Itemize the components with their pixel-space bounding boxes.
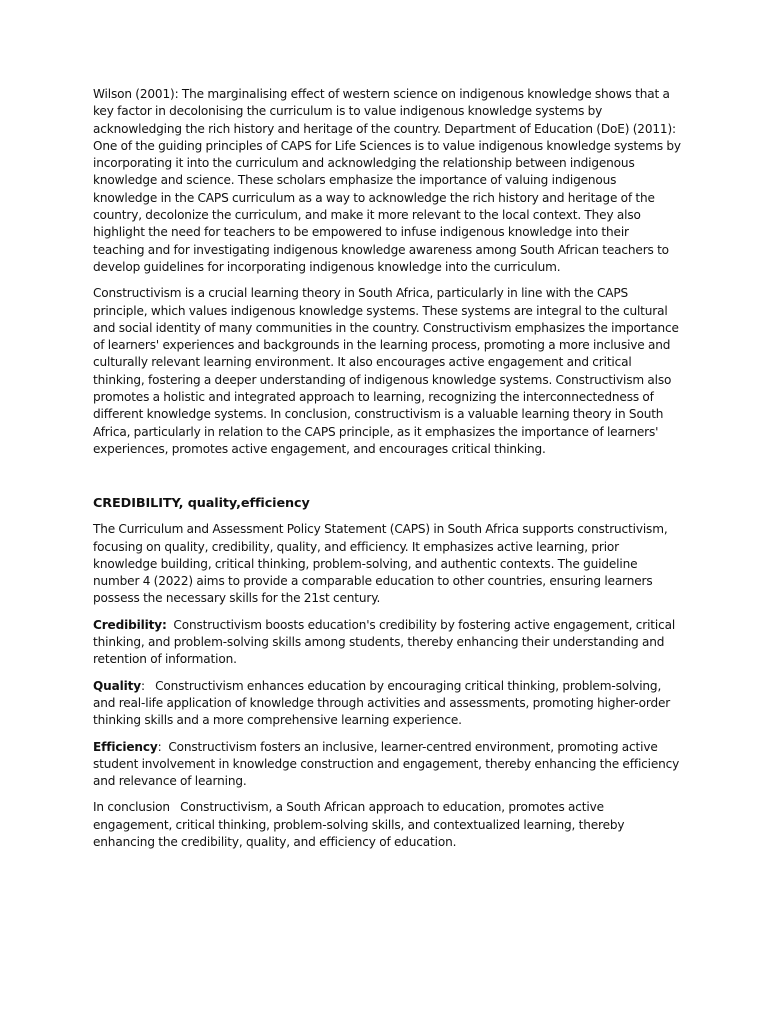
efficiency-label: Efficiency: [93, 739, 158, 754]
efficiency-paragraph: [93, 739, 681, 791]
credibility-paragraph: [93, 617, 681, 669]
efficiency-text: : Constructivism fosters an inclusive, learner-centred environment, promoting active student involvement in knowledge construction and engagement, thereby enhancing the efficiency and relevance of learning.: [93, 739, 683, 789]
conclusion-paragraph: In conclusion Constructivism, a South African approach to education, promotes active engagement, critical thinking, problem-solving skills, and contextualized learning, thereby enhancing the credibility, quality, and efficiency of education.: [93, 800, 628, 849]
quality-label: Quality: [93, 678, 141, 693]
document-page: [93, 86, 685, 860]
quality-paragraph: [93, 678, 681, 730]
credibility-label: Credibility:: [93, 617, 167, 632]
section-heading: CREDIBILITY, quality,efficiency: [93, 496, 310, 512]
caps-paragraph: The Curriculum and Assessment Policy Statement (CAPS) in South Africa supports constructivism, focusing on quality, credibility, quality, and efficiency. It emphasizes active learning, prior knowledge building, critical thinking, problem-solving, and authentic contexts. The guideline number 4 (2022) aims to provide a comparable education to other countries, ensuring learners possess the necessary skills for the 21st century.: [93, 522, 671, 606]
wilson-paragraph: Wilson (2001): The marginalising effect of western science on indigenous knowledge shows that a key factor in decolonising the curriculum is to value indigenous knowledge systems by acknowledging the rich history and heritage of the country. Department of Education (DoE) (2011): One of the guiding principles of CAPS for Life Sciences is to value indigenous knowledge systems by incorporating it into the curriculum and acknowledging the relationship between indigenous knowledge and science. These scholars emphasize the importance of valuing indigenous knowledge in the CAPS curriculum as a way to acknowledge the rich history and heritage of the country, decolonize the curriculum, and make it more relevant to the local context. They also highlight the need for teachers to be empowered to infuse indigenous knowledge into their teaching and for investigating indigenous knowledge awareness among South African teachers to develop guidelines for incorporating indigenous knowledge into the curriculum.: [93, 87, 685, 274]
credibility-text: Constructivism boosts education's credibility by fostering active engagement, critical thinking, and problem-solving skills among students, thereby enhancing their understanding and retention of information.: [93, 617, 679, 667]
quality-text: : Constructivism enhances education by encouraging critical thinking, problem-solving, and real-life application of knowledge through activities and assessments, promoting higher-order thinking skills and a more comprehensive learning experience.: [93, 678, 674, 728]
constructivism-paragraph: Constructivism is a crucial learning theory in South Africa, particularly in line with the CAPS principle, which values indigenous knowledge systems. These systems are integral to the cultural and social identity of many communities in the country. Constructivism emphasizes the importance of learners' experiences and backgrounds in the learning process, promoting a more inclusive and culturally relevant learning environment. It also encourages active engagement and critical thinking, fostering a deeper understanding of indigenous knowledge systems. Constructivism also promotes a holistic and integrated approach to learning, recognizing the interconnectedness of different knowledge systems. In conclusion, constructivism is a valuable learning theory in South Africa, particularly in relation to the CAPS principle, as it emphasizes the importance of learners' experiences, promotes active engagement, and encourages critical thinking.: [93, 286, 683, 456]
